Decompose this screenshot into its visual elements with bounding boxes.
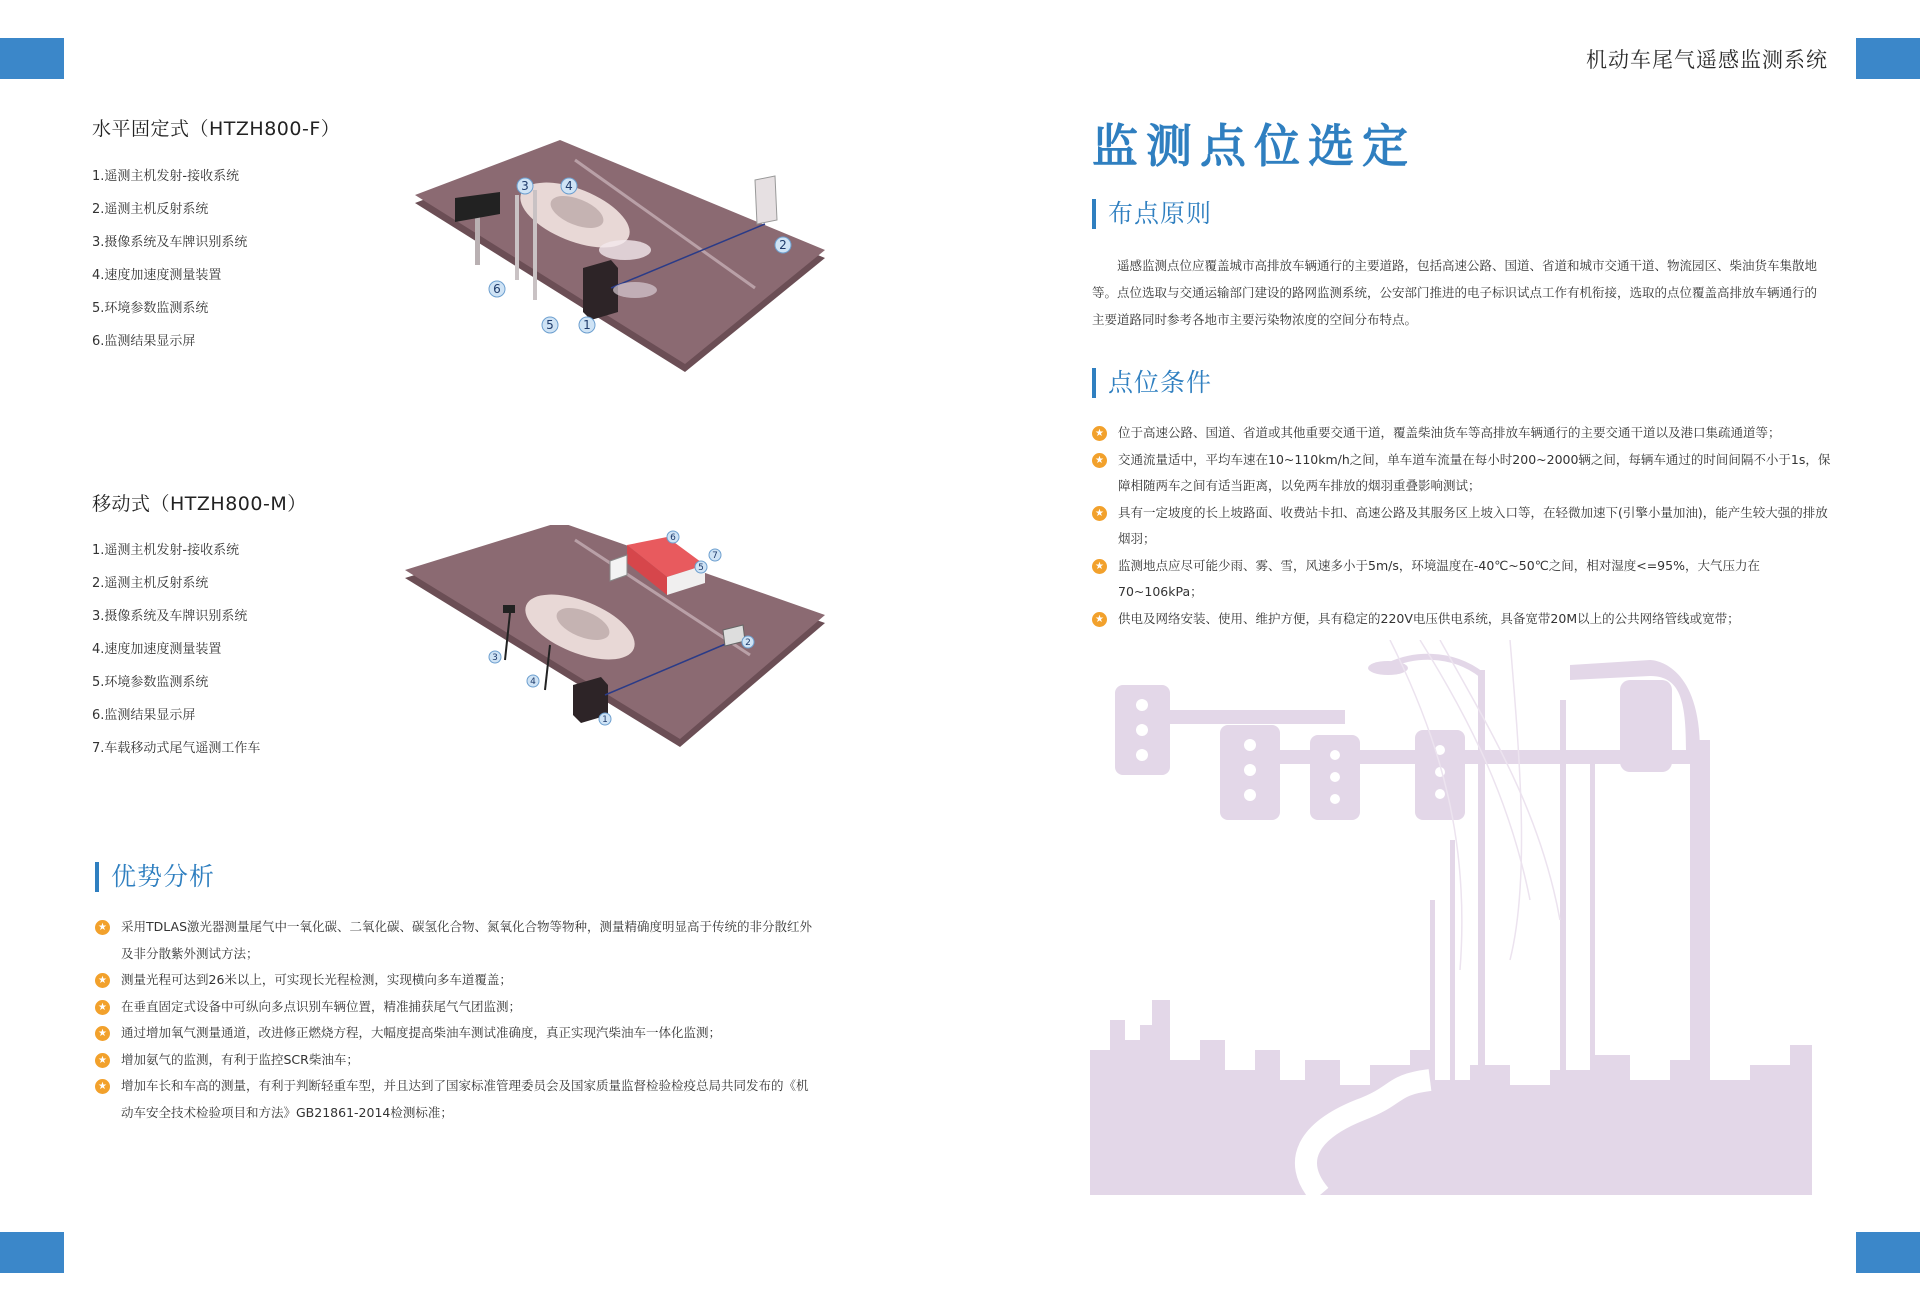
star-icon: ★ xyxy=(95,920,110,935)
list-item: ★ 增加氨气的监测，有利于监控SCR柴油车； xyxy=(95,1047,815,1074)
list-item: 2.遥测主机反射系统 xyxy=(92,576,209,591)
star-icon: ★ xyxy=(1092,426,1107,441)
list-item: ★ 采用TDLAS激光器测量尾气中一氧化碳、二氧化碳、碳氢化合物、氮氧化合物等物种，测量精确度明显高于传统的非分散红外及非分散紫外测试方法； xyxy=(95,914,815,967)
fixed-components-list xyxy=(92,167,247,365)
page-title: 监测点位选定 xyxy=(1092,119,1416,173)
star-icon: ★ xyxy=(1092,612,1107,627)
star-icon: ★ xyxy=(95,973,110,988)
callout-2: 2 xyxy=(779,238,787,252)
layout-principle-text: 遥感监测点位应覆盖城市高排放车辆通行的主要道路，包括高速公路、国道、省道和城市交通干道、物流园区、柴油货车集散地等。点位选取与交通运输部门建设的路网监测系统，公安部门推进的电子标识试点工作有机衔接，选取的点位覆盖高排放车辆通行的主要道路同时参考各地市主要污染物浓度的空间分布特点。 xyxy=(1092,258,1818,327)
callout-4: 4 xyxy=(530,677,536,687)
mobile-station-illustration xyxy=(405,525,835,755)
list-item: ★ 监测地点应尽可能少雨、雾、雪，风速多小于5m/s，环境温度在-40℃~50℃之间，相对湿度<=95%，大气压力在70~106kPa； xyxy=(1092,553,1837,606)
header-title: 机动车尾气遥感监测系统 xyxy=(1586,48,1828,72)
list-item: 3.摄像系统及车牌识别系统 xyxy=(92,609,248,624)
advantages-list xyxy=(95,914,815,1126)
list-item: 2.遥测主机反射系统 xyxy=(92,202,209,217)
callout-7: 7 xyxy=(712,551,718,561)
callout-3: 3 xyxy=(521,179,529,193)
list-item: ★ 具有一定坡度的长上坡路面、收费站卡扣、高速公路及其服务区上坡入口等，在轻微加速下(引擎小量加油)，能产生较大强的排放烟羽； xyxy=(1092,500,1837,553)
callout-3: 3 xyxy=(492,653,498,663)
callout-5: 5 xyxy=(698,563,704,573)
list-item: ★ 通过增加氧气测量通道，改进修正燃烧方程，大幅度提高柴油车测试准确度，真正实现汽柴油车一体化监测； xyxy=(95,1020,815,1047)
star-icon: ★ xyxy=(95,1053,110,1068)
fixed-model-title: 水平固定式（HTZH800-F） xyxy=(92,118,341,140)
mobile-model-title: 移动式（HTZH800-M） xyxy=(92,493,307,515)
callout-1: 1 xyxy=(602,715,608,725)
list-item: ★ 增加车长和车高的测量，有利于判断轻重车型，并且达到了国家标准管理委员会及国家质量监督检验检疫总局共同发布的《机动车安全技术检验项目和方法》GB21861-2014检测标准； xyxy=(95,1073,815,1126)
corner-block-top-left xyxy=(0,38,64,79)
list-item: 1.遥测主机发射-接收系统 xyxy=(92,543,240,558)
site-conditions-list xyxy=(1092,420,1837,632)
callout-5: 5 xyxy=(546,318,554,332)
star-icon: ★ xyxy=(1092,559,1107,574)
list-item: 7.车载移动式尾气遥测工作车 xyxy=(92,741,261,756)
list-item: 5.环境参数监测系统 xyxy=(92,301,209,316)
callout-6: 6 xyxy=(493,282,501,296)
list-item: 6.监测结果显示屏 xyxy=(92,708,196,723)
list-item: ★ 位于高速公路、国道、省道或其他重要交通干道，覆盖柴油货车等高排放车辆通行的主要交通干道以及港口集疏通道等； xyxy=(1092,420,1837,447)
corner-block-bottom-left xyxy=(0,1232,64,1273)
callout-4: 4 xyxy=(565,179,573,193)
star-icon: ★ xyxy=(95,1000,110,1015)
callout-1: 1 xyxy=(583,318,591,332)
list-item: ★ 测量光程可达到26米以上，可实现长光程检测，实现横向多车道覆盖； xyxy=(95,967,815,994)
corner-block-top-right xyxy=(1856,38,1920,79)
list-item: ★ 交通流量适中，平均车速在10~110km/h之间，单车道车流量在每小时200~2000辆之间，每辆车通过的时间间隔不小于1s，保障相随两车之间有适当距离，以免两车排放的烟羽重叠影响测试； xyxy=(1092,447,1837,500)
list-item: 4.速度加速度测量装置 xyxy=(92,642,222,657)
list-item: 5.环境参数监测系统 xyxy=(92,675,209,690)
corner-block-bottom-right xyxy=(1856,1232,1920,1273)
list-item: 6.监测结果显示屏 xyxy=(92,334,196,349)
site-conditions-title: 点位条件 xyxy=(1092,368,1212,398)
star-icon: ★ xyxy=(1092,506,1107,521)
layout-principle-title: 布点原则 xyxy=(1092,199,1212,229)
list-item: 4.速度加速度测量装置 xyxy=(92,268,222,283)
star-icon: ★ xyxy=(1092,453,1107,468)
callout-2: 2 xyxy=(745,638,751,648)
city-silhouette-illustration xyxy=(1090,640,1812,1195)
list-item: 3.摄像系统及车牌识别系统 xyxy=(92,235,248,250)
fixed-station-illustration xyxy=(415,140,835,380)
star-icon: ★ xyxy=(95,1079,110,1094)
star-icon: ★ xyxy=(95,1026,110,1041)
list-item: ★ 在垂直固定式设备中可纵向多点识别车辆位置，精准捕获尾气气团监测； xyxy=(95,994,815,1021)
callout-6: 6 xyxy=(670,533,676,543)
list-item: ★ 供电及网络安装、使用、维护方便，具有稳定的220V电压供电系统，具备宽带20M以上的公共网络管线或宽带； xyxy=(1092,606,1837,633)
list-item: 1.遥测主机发射-接收系统 xyxy=(92,169,240,184)
mobile-components-list xyxy=(92,541,260,772)
advantages-title: 优势分析 xyxy=(95,862,215,892)
